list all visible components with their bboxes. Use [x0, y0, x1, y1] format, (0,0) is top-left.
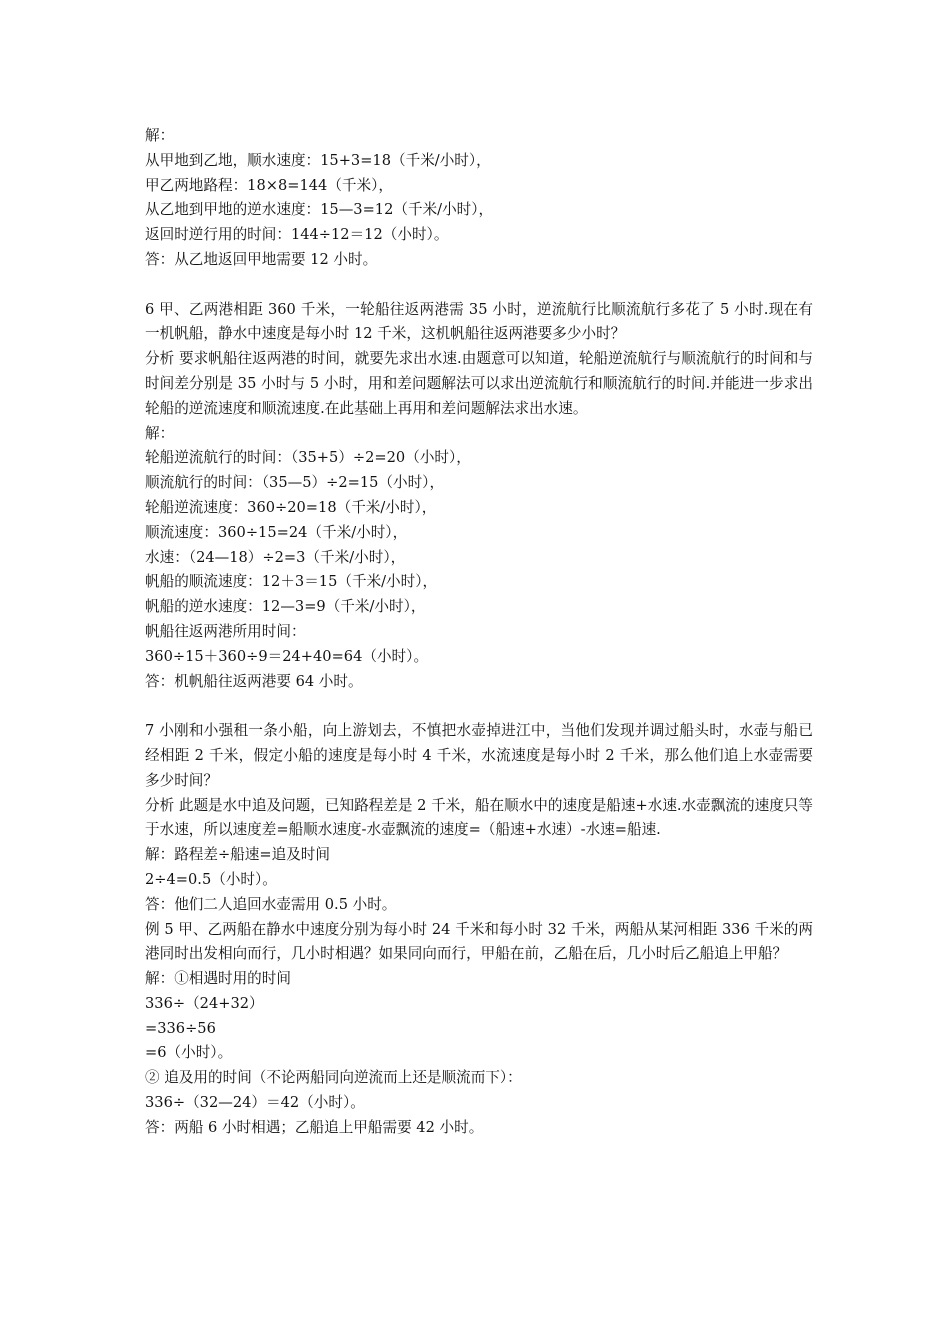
problem-6 [145, 298, 813, 695]
text-line: 解： [145, 424, 175, 442]
example-5-question: 例 5 甲、乙两船在静水中速度分别为每小时 24 千米和每小时 32 千米，两船从某河相距 336 千米的两港同时出发相向而行，几小时相遇？如果同向而行，甲船在前，乙船在后，几小时后乙船追上甲船？ [145, 920, 813, 963]
paragraph-gap [145, 273, 813, 298]
text-line: 顺流航行的时间：（35—5）÷2=15（小时）， [145, 474, 445, 492]
answer-line: 答：他们二人追回水壶需用 0.5 小时。 [145, 895, 397, 913]
text-line: 解：路程差÷船速=追及时间 [145, 846, 330, 864]
text-line: 帆船的逆水速度：12—3=9（千米/小时）， [145, 598, 426, 616]
text-line: 轮船逆流航行的时间：（35+5）÷2=20（小时）， [145, 449, 471, 467]
text-line: ② 追及用的时间（不论两船同向逆流而上还是顺流而下）： [145, 1069, 522, 1087]
answer-line: 答：机帆船往返两港要 64 小时。 [145, 672, 363, 690]
text-line: 甲乙两地路程：18×8=144（千米）， [145, 176, 393, 194]
text-line: 解： [145, 127, 175, 144]
text-line: =6（小时）。 [145, 1044, 233, 1062]
text-line: 360÷15＋360÷9＝24+40=64（小时）。 [145, 647, 429, 665]
text-line: 顺流速度：360÷15=24（千米/小时）， [145, 523, 408, 541]
answer-line: 答：从乙地返回甲地需要 12 小时。 [145, 250, 378, 268]
text-line: 帆船往返两港所用时间： [145, 622, 306, 640]
problem-7 [145, 719, 813, 917]
problem-7-analysis: 分析 此题是水中追及问题，已知路程差是 2 千米，船在顺水中的速度是船速+水速.水壶飘流的速度只等于水速，所以速度差=船顺水速度-水壶飘流的速度=（船速+水速）-水速=船速. [145, 796, 813, 839]
text-line: 从甲地到乙地，顺水速度：15+3=18（千米/小时）， [145, 151, 491, 169]
section-1-solution [145, 124, 813, 273]
answer-line: 答：两船 6 小时相遇；乙船追上甲船需要 42 小时。 [145, 1118, 484, 1136]
text-line: =336÷56 [145, 1019, 216, 1037]
text-line: 轮船逆流速度：360÷20=18（千米/小时）， [145, 498, 437, 516]
text-line: 返回时逆行用的时间：144÷12＝12（小时）。 [145, 226, 449, 244]
text-line: 336÷（32—24）＝42（小时）。 [145, 1094, 365, 1112]
problem-6-analysis: 分析 要求帆船往返两港的时间，就要先求出水速.由题意可以知道，轮船逆流航行与顺流航行的时间和与时间差分别是 35 小时与 5 小时，用和差问题解法可以求出逆流航行和顺流航行的时间.并能进一步求出轮船的逆流速度和顺流速度.在此基础上再用和差问题解法求出水速。 [145, 350, 813, 417]
problem-6-question: 6 甲、乙两港相距 360 千米，一轮船往返两港需 35 小时，逆流航行比顺流航行多花了 5 小时.现在有一机帆船，静水中速度是每小时 12 千米，这机帆船往返两港要多少小时？ [145, 300, 813, 343]
text-line: 336÷（24+32） [145, 994, 264, 1012]
text-line: 水速：（24—18）÷2=3（千米/小时）， [145, 548, 406, 566]
text-line: 帆船的顺流速度：12＋3＝15（千米/小时）， [145, 573, 438, 591]
example-5 [145, 918, 813, 1141]
text-line: 解：①相遇时用的时间 [145, 970, 291, 988]
text-line: 2÷4=0.5（小时）。 [145, 870, 277, 888]
text-line: 从乙地到甲地的逆水速度：15—3=12（千米/小时）， [145, 201, 494, 219]
paragraph-gap [145, 694, 813, 719]
document-body [145, 124, 813, 1141]
problem-7-question: 7 小刚和小强租一条小船，向上游划去，不慎把水壶掉进江中，当他们发现并调过船头时，水壶与船已经相距 2 千米，假定小船的速度是每小时 4 千米，水流速度是每小时 2 千米，那么他们追上水壶需要多少时间？ [145, 722, 813, 789]
